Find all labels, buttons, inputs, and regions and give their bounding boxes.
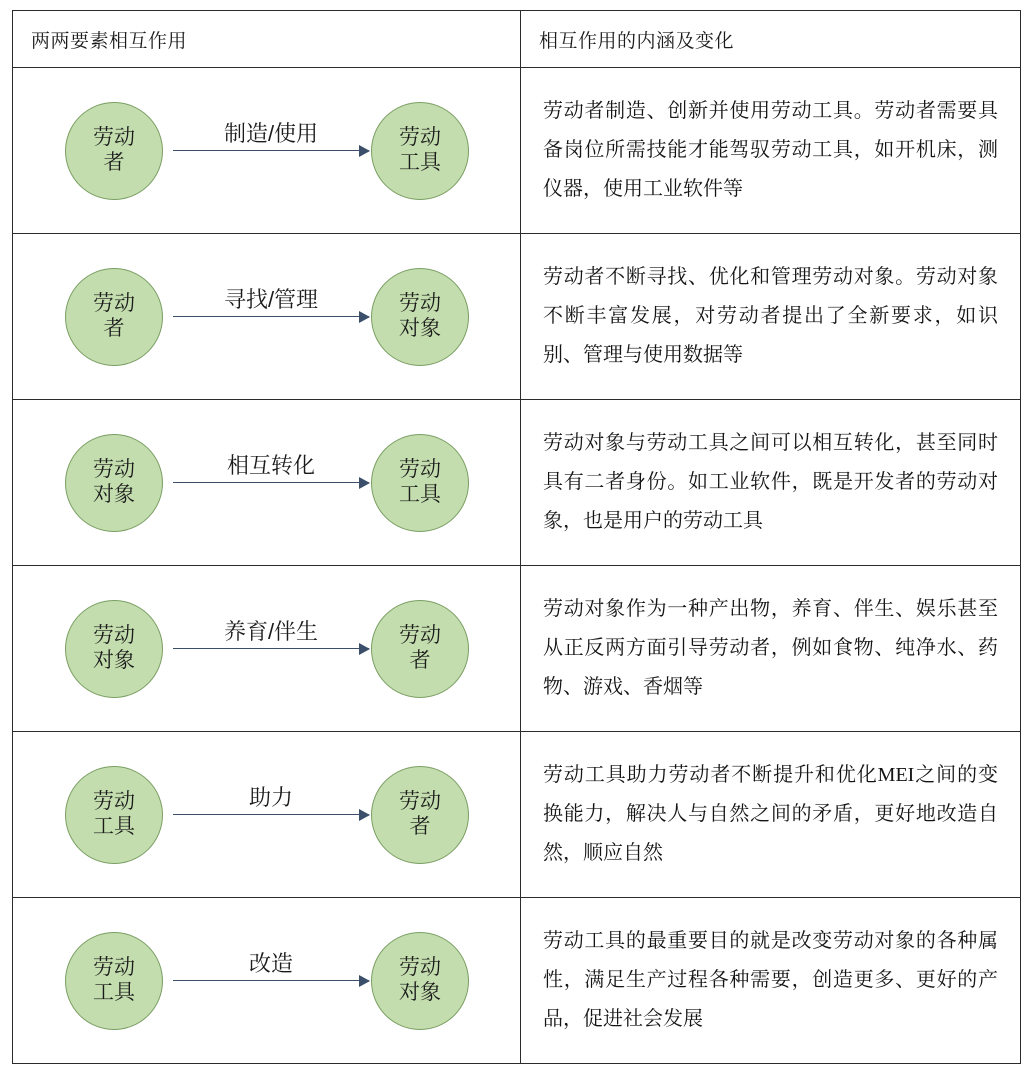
relation-diagram — [13, 68, 520, 233]
target-node-line2: 对象 — [399, 316, 441, 340]
description-cell — [521, 732, 1021, 898]
source-node-line2: 者 — [103, 150, 125, 174]
description-cell — [521, 566, 1021, 732]
header-label-description: 相互作用的内涵及变化 — [539, 30, 735, 52]
description-cell — [521, 898, 1021, 1064]
target-node-line1: 劳动 — [399, 623, 441, 647]
relation-label: 寻找/管理 — [223, 286, 319, 312]
diagram-cell — [13, 732, 521, 898]
target-node-line2: 者 — [409, 814, 431, 838]
diagram-cell — [13, 566, 521, 732]
header-label-elements: 两两要素相互作用 — [31, 30, 188, 52]
relation-label: 助力 — [248, 784, 293, 810]
relation-arrow-icon — [173, 482, 369, 484]
source-node-line1: 劳动 — [93, 789, 135, 813]
table-header-row — [13, 11, 1021, 68]
target-node-line1: 劳动 — [399, 955, 441, 979]
relation-arrow-icon — [173, 648, 369, 650]
source-node-line2: 工具 — [93, 980, 135, 1004]
table-row — [13, 898, 1021, 1064]
target-node-line2: 工具 — [399, 482, 441, 506]
source-node-line2: 者 — [103, 316, 125, 340]
header-cell-right — [521, 11, 1021, 68]
relation-diagram — [13, 732, 520, 897]
source-node-line1: 劳动 — [93, 457, 135, 481]
source-node — [65, 766, 163, 864]
source-node-line1: 劳动 — [93, 623, 135, 647]
table-row — [13, 234, 1021, 400]
table-row — [13, 566, 1021, 732]
description-text: 劳动对象作为一种产出物，养育、伴生、娱乐甚至从正反两方面引导劳动者，例如食物、纯净水、药物、游戏、香烟等 — [543, 598, 998, 698]
table-row — [13, 68, 1021, 234]
target-node-line2: 对象 — [399, 980, 441, 1004]
diagram-cell — [13, 898, 521, 1064]
relation-diagram — [13, 400, 520, 565]
relation-label: 养育/伴生 — [223, 618, 319, 644]
description-text: 劳动工具助力劳动者不断提升和优化MEI之间的变换能力，解决人与自然之间的矛盾，更好地改造自然，顺应自然 — [543, 764, 998, 864]
target-node — [371, 268, 469, 366]
relation-diagram — [13, 234, 520, 399]
target-node-line1: 劳动 — [399, 789, 441, 813]
relation-label: 改造 — [248, 950, 293, 976]
target-node-line2: 者 — [409, 648, 431, 672]
source-node-line1: 劳动 — [93, 125, 135, 149]
description-text: 劳动对象与劳动工具之间可以相互转化，甚至同时具有二者身份。如工业软件，既是开发者的劳动对象，也是用户的劳动工具 — [543, 432, 998, 532]
relation-diagram — [13, 898, 520, 1063]
relation-arrow-icon — [173, 316, 369, 318]
relation-arrow-icon — [173, 814, 369, 816]
description-cell — [521, 400, 1021, 566]
target-node-line2: 工具 — [399, 150, 441, 174]
table-row — [13, 732, 1021, 898]
source-node — [65, 102, 163, 200]
target-node-line1: 劳动 — [399, 125, 441, 149]
relation-arrow-icon — [173, 150, 369, 152]
description-text: 劳动工具的最重要目的就是改变劳动对象的各种属性，满足生产过程各种需要，创造更多、更好的产品，促进社会发展 — [543, 930, 998, 1030]
target-node — [371, 932, 469, 1030]
source-node-line1: 劳动 — [93, 291, 135, 315]
target-node — [371, 102, 469, 200]
target-node — [371, 600, 469, 698]
source-node-line2: 工具 — [93, 814, 135, 838]
diagram-cell — [13, 68, 521, 234]
relation-label: 制造/使用 — [223, 120, 319, 146]
header-cell-left — [13, 11, 521, 68]
source-node — [65, 434, 163, 532]
source-node-line2: 对象 — [93, 648, 135, 672]
relation-label: 相互转化 — [226, 452, 315, 478]
target-node-line1: 劳动 — [399, 291, 441, 315]
target-node-line1: 劳动 — [399, 457, 441, 481]
description-text: 劳动者不断寻找、优化和管理劳动对象。劳动对象不断丰富发展，对劳动者提出了全新要求，如识别、管理与使用数据等 — [543, 266, 998, 366]
interaction-matrix-table — [12, 10, 1021, 1064]
source-node-line1: 劳动 — [93, 955, 135, 979]
description-cell — [521, 68, 1021, 234]
relation-diagram — [13, 566, 520, 731]
source-node — [65, 600, 163, 698]
source-node-line2: 对象 — [93, 482, 135, 506]
description-text: 劳动者制造、创新并使用劳动工具。劳动者需要具备岗位所需技能才能驾驭劳动工具，如开机床，测仪器，使用工业软件等 — [543, 100, 998, 200]
source-node — [65, 932, 163, 1030]
diagram-cell — [13, 234, 521, 400]
table-row — [13, 400, 1021, 566]
relation-arrow-icon — [173, 980, 369, 982]
description-cell — [521, 234, 1021, 400]
target-node — [371, 766, 469, 864]
source-node — [65, 268, 163, 366]
diagram-cell — [13, 400, 521, 566]
target-node — [371, 434, 469, 532]
